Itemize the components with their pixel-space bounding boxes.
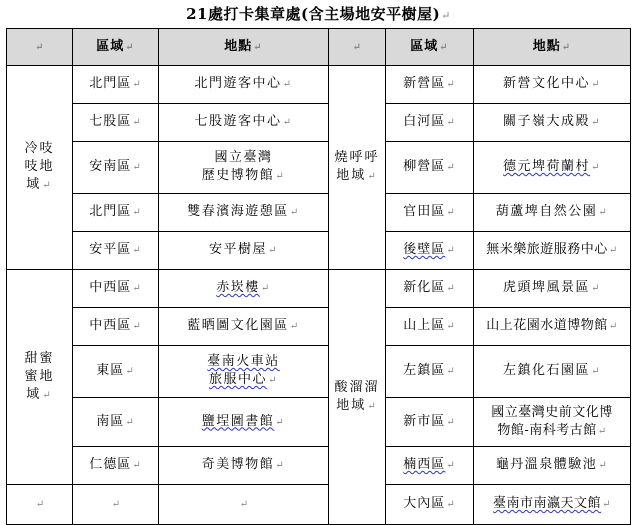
table-row (7, 447, 631, 485)
district-cell: 南區↵ (73, 398, 159, 447)
place-cell: 臺南市南瀛天文館↵ (474, 485, 631, 525)
district-cell: 楠西區↵ (386, 447, 474, 485)
table-row (7, 346, 631, 398)
empty-cell: ↵ (159, 485, 329, 525)
header-district: 區域↵ (73, 29, 159, 66)
header-empty-1: ↵ (7, 29, 73, 66)
place-cell: 葫蘆埤自然公園↵ (474, 194, 631, 232)
place-cell: 赤崁樓↵ (159, 270, 329, 308)
place-cell: 左鎮化石園區↵ (474, 346, 631, 398)
district-cell: 左鎮區↵ (386, 346, 474, 398)
place-cell: 國立臺灣史前文化博 物館-南科考古館↵ (474, 398, 631, 447)
place-cell: 奇美博物館↵ (159, 447, 329, 485)
place-cell: 關子嶺大成殿↵ (474, 104, 631, 142)
place-cell: 北門遊客中心↵ (159, 66, 329, 104)
header-empty-2: ↵ (329, 29, 386, 66)
place-cell: 德元埤荷蘭村↵ (474, 142, 631, 194)
place-cell: 無米樂旅遊服務中心↵ (474, 232, 631, 270)
district-cell: 山上區↵ (386, 308, 474, 346)
header-district-2: 區域↵ (386, 29, 474, 66)
district-cell: 後壁區↵ (386, 232, 474, 270)
district-cell: 官田區↵ (386, 194, 474, 232)
table-row (7, 66, 631, 104)
district-cell: 白河區↵ (386, 104, 474, 142)
region-sour: 酸溜溜 地域↵ (329, 270, 386, 525)
header-place: 地點↵ (159, 29, 329, 66)
district-cell: 北門區↵ (73, 66, 159, 104)
district-cell: 七股區↵ (73, 104, 159, 142)
district-cell: 中西區↵ (73, 308, 159, 346)
district-cell: 新營區↵ (386, 66, 474, 104)
table-row (7, 270, 631, 308)
district-cell: 柳營區↵ (386, 142, 474, 194)
district-cell: 大內區↵ (386, 485, 474, 525)
district-cell: 北門區↵ (73, 194, 159, 232)
page-title: 21處打卡集章處(含主場地安平樹屋)↵ (186, 5, 451, 23)
place-cell: 山上花園水道博物館↵ (474, 308, 631, 346)
place-cell: 七股遊客中心↵ (159, 104, 329, 142)
district-cell: 仁德區↵ (73, 447, 159, 485)
table-row (7, 142, 631, 194)
place-cell: 鹽埕圖書館↵ (159, 398, 329, 447)
district-cell: 安平區↵ (73, 232, 159, 270)
place-cell: 國立臺灣 歷史博物館↵ (159, 142, 329, 194)
district-cell: 新化區↵ (386, 270, 474, 308)
place-cell: 藍晒圖文化園區↵ (159, 308, 329, 346)
region-sweet: 甜蜜 蜜地 域↵ (7, 270, 73, 485)
header-place-2: 地點↵ (474, 29, 631, 66)
empty-cell: ↵ (7, 485, 73, 525)
table-row (7, 104, 631, 142)
place-cell: 虎頭埤風景區↵ (474, 270, 631, 308)
table-row (7, 232, 631, 270)
district-cell: 東區↵ (73, 346, 159, 398)
district-cell: 安南區↵ (73, 142, 159, 194)
table-row (7, 485, 631, 525)
place-cell: 龜丹溫泉體驗池↵ (474, 447, 631, 485)
district-cell: 中西區↵ (73, 270, 159, 308)
stamp-locations-table (6, 28, 631, 525)
place-cell: 臺南火車站 旅服中心↵ (159, 346, 329, 398)
region-cold: 冷吱 吱地 域↵ (7, 66, 73, 270)
place-cell: 雙春濱海遊憩區↵ (159, 194, 329, 232)
table-row (7, 194, 631, 232)
region-hot: 燒呼呼 地域↵ (329, 66, 386, 270)
place-cell: 新營文化中心↵ (474, 66, 631, 104)
empty-cell: ↵ (73, 485, 159, 525)
table-row (7, 398, 631, 447)
place-cell: 安平樹屋↵ (159, 232, 329, 270)
header-row (7, 29, 631, 66)
table-row (7, 308, 631, 346)
district-cell: 新市區↵ (386, 398, 474, 447)
